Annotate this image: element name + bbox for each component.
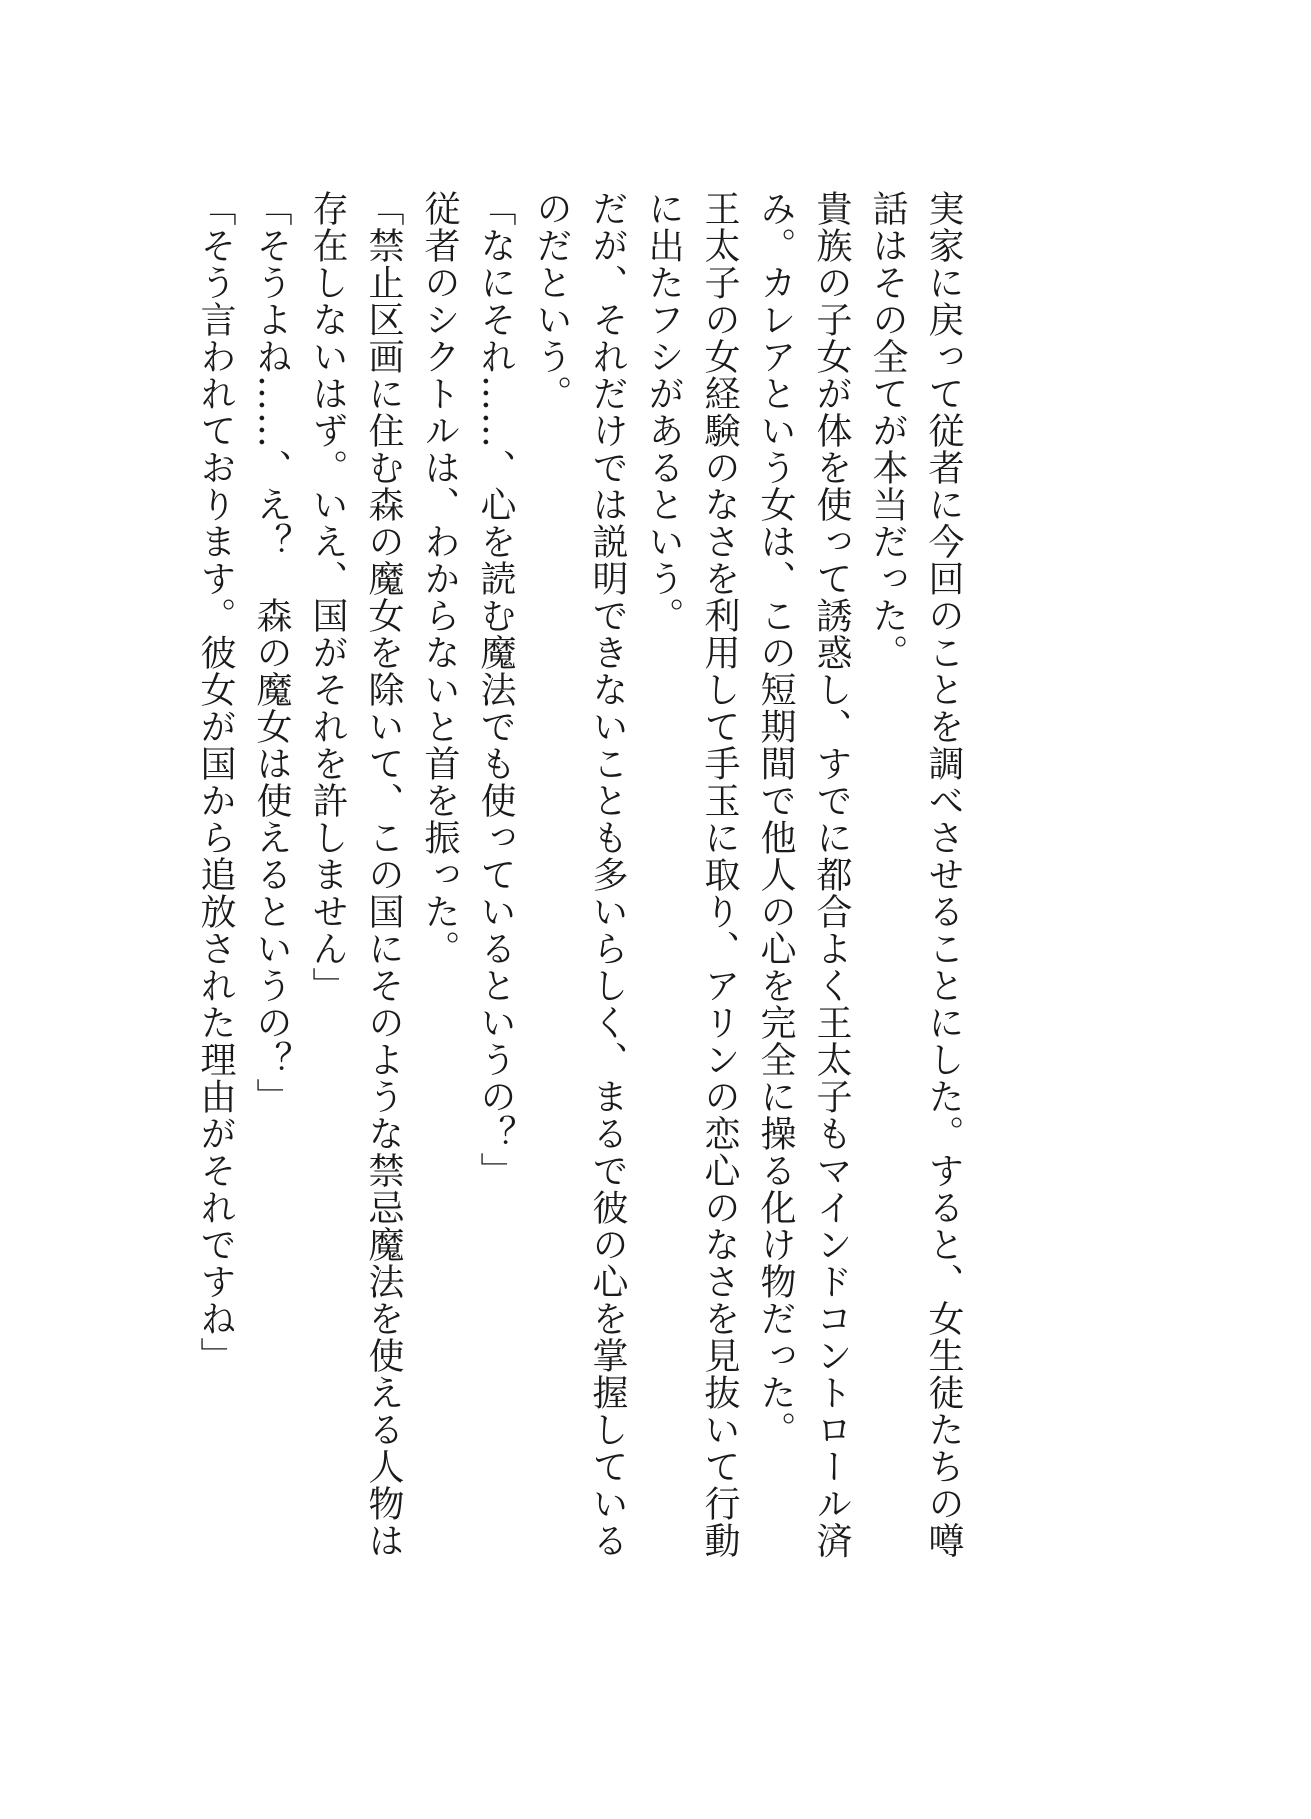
paragraph: 「なにそれ……、心を読む魔法でも使っているというの？」 [475, 190, 516, 1189]
paragraph: 貴族の子女が体を使って誘惑し、すでに都合よく王太子もマインドコントロール済み。カレアという女は、この短期間で他人の心を完全に操る化け物だった。 [755, 190, 852, 1559]
paragraph: 「禁止区画に住む森の魔女を除いて、この国にそのような禁忌魔法を使える人物は存在しないはず。いえ、国がそれを許しません」 [307, 190, 404, 1559]
paragraph: 従者のシクトルは、わからないと首を振った。 [419, 190, 460, 967]
paragraph: 「そうよね……、え？ 森の魔女は使えるというの？」 [251, 190, 292, 1115]
paragraph: 実家に戻って従者に今回のことを調べさせることにした。すると、女生徒たちの噂話はその全てが本当だった。 [867, 190, 964, 1559]
paragraph: だが、それだけでは説明できないことも多いらしく、まるで彼の心を掌握しているのだという。 [531, 190, 628, 1559]
body-text [187, 190, 971, 1570]
paragraph: 「そう言われております。彼女が国から追放された理由がそれですね」 [195, 190, 236, 1374]
paragraph: 王太子の女経験のなさを利用して手玉に取り、アリンの恋心のなさを見抜いて行動に出たフシがあるという。 [643, 190, 740, 1559]
